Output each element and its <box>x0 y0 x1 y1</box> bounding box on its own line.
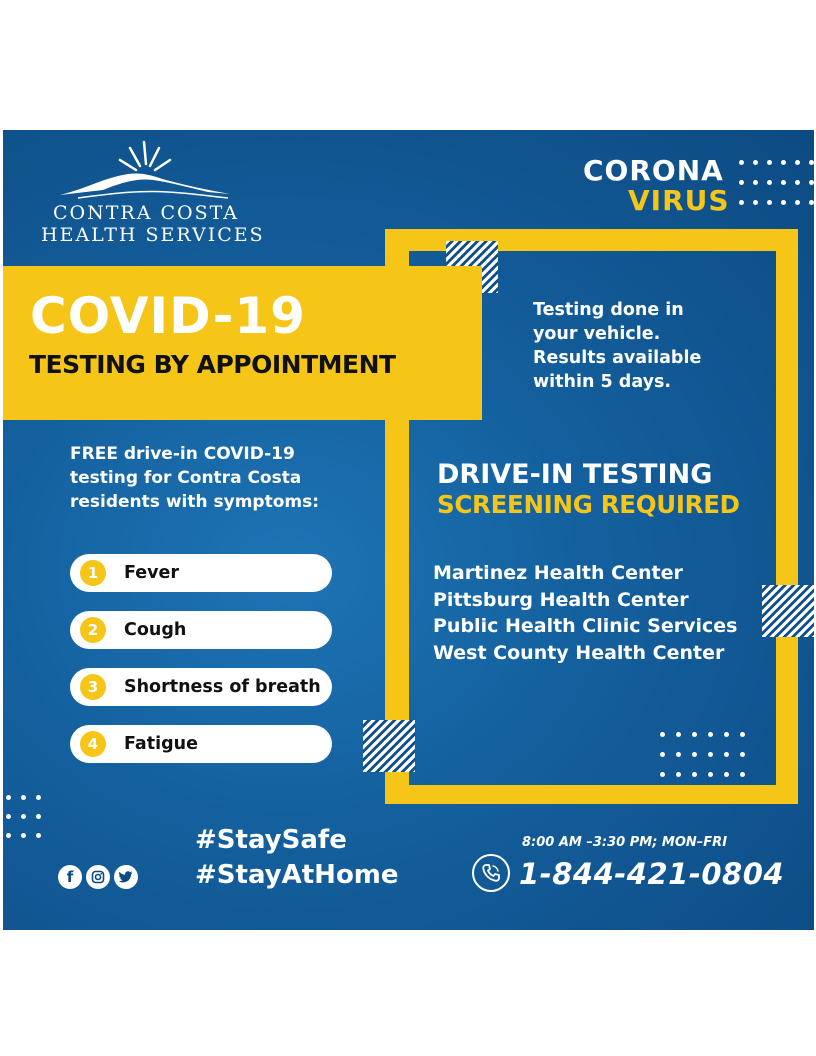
dot-grid-decoration <box>6 795 41 838</box>
stripe-decoration <box>762 585 814 637</box>
drive-in-title: DRIVE-IN TESTING <box>437 459 713 490</box>
symptom-pill <box>70 554 332 592</box>
hashtag: #StayAtHome <box>195 860 399 890</box>
facebook-icon[interactable]: f <box>58 865 82 889</box>
phone-number[interactable]: 1-844-421-0804 <box>519 857 785 891</box>
symptom-label: Cough <box>124 620 187 640</box>
symptom-label: Shortness of breath <box>124 677 321 697</box>
logo-line-1: CONTRA COSTA <box>53 202 239 224</box>
phone-icon <box>472 854 510 892</box>
symptom-number: 3 <box>80 674 106 700</box>
symptom-label: Fever <box>124 563 180 583</box>
corona-label: CORONA <box>583 154 724 187</box>
symptom-pill <box>70 725 332 763</box>
location-item: Pittsburg Health Center <box>433 588 689 611</box>
symptom-number: 4 <box>80 731 106 757</box>
location-item: Martinez Health Center <box>433 562 683 584</box>
mountain-sun-logo-icon <box>58 140 233 202</box>
eligibility-line: testing for Contra Costa <box>70 468 302 488</box>
testing-info-line: Results available <box>533 348 702 368</box>
dot-grid-decoration <box>660 732 745 777</box>
instagram-icon[interactable] <box>86 865 110 889</box>
testing-info-line: within 5 days. <box>533 372 672 392</box>
covid-testing-poster <box>3 130 814 930</box>
location-item: Public Health Clinic Services <box>433 615 738 637</box>
frame-border-bottom <box>385 785 798 804</box>
symptom-pill <box>70 668 332 706</box>
social-icons <box>58 865 138 889</box>
drive-in-subtitle: SCREENING REQUIRED <box>437 490 740 519</box>
virus-label: VIRUS <box>628 184 730 217</box>
symptom-pill <box>70 611 332 649</box>
symptom-number: 2 <box>80 617 106 643</box>
location-item: West County Health Center <box>433 641 725 664</box>
eligibility-text <box>70 442 319 514</box>
frame-border-right <box>776 229 798 804</box>
stripe-decoration <box>363 720 415 772</box>
dot-grid-decoration <box>739 160 814 205</box>
symptom-number: 1 <box>80 560 106 586</box>
page-subtitle: TESTING BY APPOINTMENT <box>29 350 396 379</box>
hashtag: #StaySafe <box>195 825 347 855</box>
testing-info-line: Testing done in <box>533 300 684 320</box>
eligibility-line: FREE drive-in COVID-19 <box>70 444 295 464</box>
testing-info <box>533 298 701 394</box>
twitter-icon[interactable] <box>114 865 138 889</box>
page-title: COVID-19 <box>30 287 306 345</box>
symptom-label: Fatigue <box>124 734 198 754</box>
eligibility-line: residents with symptoms: <box>70 492 320 512</box>
hours-text: 8:00 AM –3:30 PM; MON–FRI <box>522 835 728 850</box>
logo-line-2: HEALTH SERVICES <box>41 224 265 246</box>
testing-info-line: your vehicle. <box>533 324 661 344</box>
location-list <box>433 560 737 666</box>
